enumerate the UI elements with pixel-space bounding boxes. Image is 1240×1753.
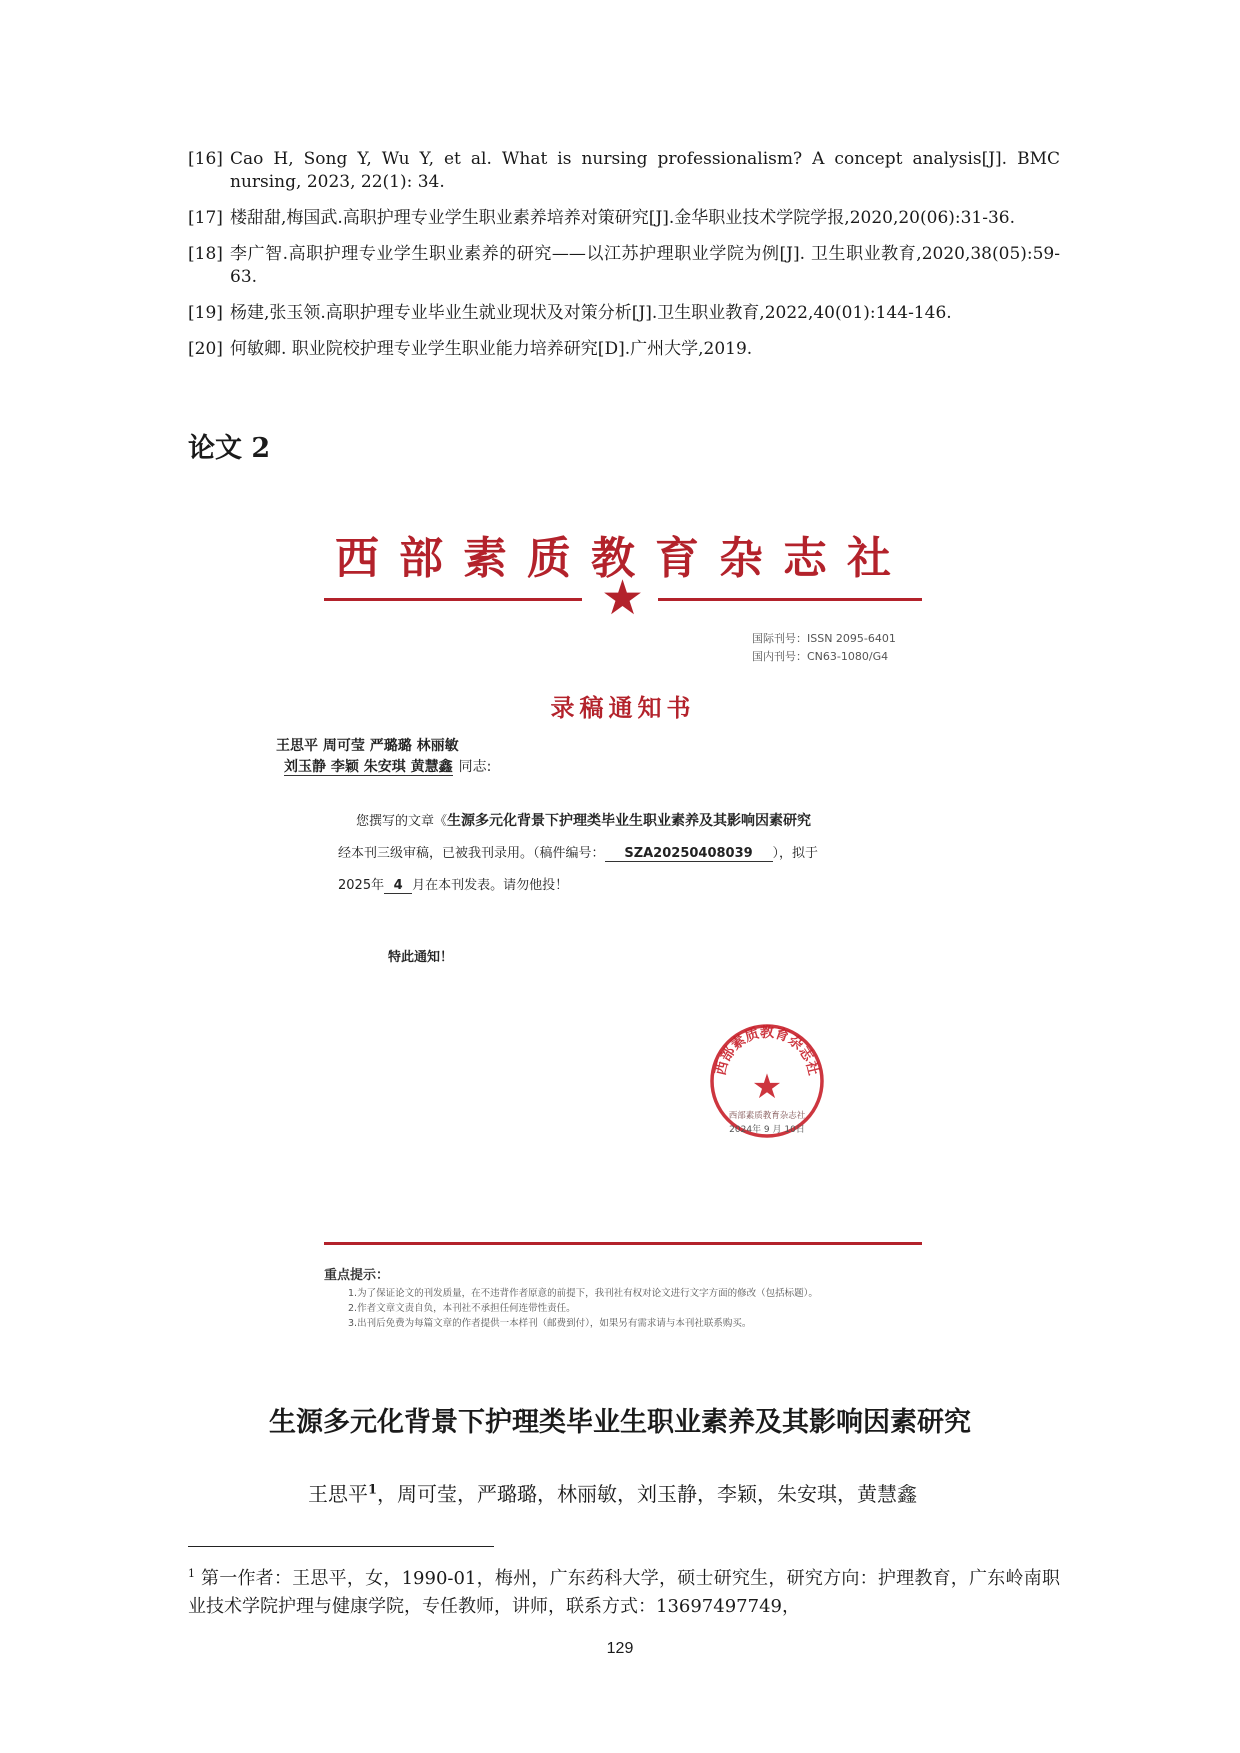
note-item: 2.作者文章文责自负，本刊社不承担任何连带性责任。 (348, 1303, 576, 1314)
acceptance-notice-image (276, 502, 928, 1360)
manuscript-number: SZA20250408039 (605, 846, 773, 862)
footnote-mark: 1 (188, 1567, 195, 1580)
reference-number: [17] (188, 208, 223, 228)
reference-text: 何敏卿. 职业院校护理专业学生职业能力培养研究[D].广州大学,2019. (230, 339, 753, 359)
notice-authors (276, 736, 491, 778)
publisher-name: 西部素质教育杂志社 (335, 533, 911, 584)
footer-rule (324, 1242, 922, 1245)
page-number: 129 (606, 1640, 634, 1657)
notice-paper-title: 生源多元化背景下护理类毕业生职业素养及其影响因素研究 (447, 813, 812, 829)
line2-suffix: ），拟于 (772, 846, 819, 861)
reference-number: [20] (188, 339, 223, 359)
reference-text: 李广智.高职护理专业学生职业素养的研究——以江苏护理职业学院为例[J]. 卫生职业教育,2020,38(05):59-63. (230, 244, 1060, 287)
footnote-rule (188, 1546, 494, 1547)
notice-line-3 (338, 874, 568, 894)
salutation: 同志: (458, 759, 492, 775)
svg-text:2024年 9 月 10日: 2024年 9 月 10日 (729, 1125, 805, 1135)
note-item: 1.为了保证论文的刊发质量，在不违背作者原意的前提下，我刊社有权对论文进行文字方面的修改（包括标题）。 (348, 1288, 818, 1299)
section-heading: 论文 2 (188, 433, 271, 464)
reference-item (188, 148, 1060, 194)
closing-text: 特此通知！ (388, 950, 454, 965)
line3-suffix: 月在本刊发表。请勿他投！ (412, 878, 569, 893)
reference-item (188, 302, 1060, 325)
reference-text: 杨建,张玉领.高职护理专业毕业生就业现状及对策分析[J].卫生职业教育,2022,40(01):144-146. (230, 303, 952, 323)
reference-item (188, 338, 1060, 361)
star-icon: ★ (601, 570, 645, 626)
issn-block (752, 630, 896, 666)
issn-domestic: 国内刊号：CN63-1080/G4 (752, 650, 889, 663)
header-rule-left (324, 598, 582, 601)
publish-month: 4 (384, 878, 412, 894)
issn-international: 国际刊号：ISSN 2095-6401 (752, 632, 896, 645)
notice-line-2 (338, 842, 818, 862)
reference-number: [19] (188, 303, 223, 323)
footnote (188, 1560, 1060, 1621)
svg-text:西部素质教育杂志社: 西部素质教育杂志社 (728, 1111, 806, 1121)
svg-text:★: ★ (751, 1067, 783, 1107)
paper-authors (308, 1478, 917, 1507)
reference-list (188, 148, 1060, 374)
paper-title: 生源多元化背景下护理类毕业生职业素养及其影响因素研究 (269, 1407, 971, 1438)
svg-text:西部素质教育杂志社: 西部素质教育杂志社 (712, 1024, 822, 1077)
notes-list (348, 1286, 818, 1331)
note-item: 3.出刊后免费为每篇文章的作者提供一本样刊（邮费到付），如果另有需求请与本刊社联系购买。 (348, 1318, 752, 1329)
footnote-marker: 1 (368, 1482, 378, 1498)
notice-line-1 (356, 810, 811, 830)
reference-text: Cao H, Song Y, Wu Y, et al. What is nursing professionalism? A concept analysis[J]. BMC nursing, 2023, 22(1): 34. (230, 149, 1060, 192)
notes-title: 重点提示： (324, 1268, 390, 1283)
reference-item (188, 243, 1060, 289)
reference-number: [18] (188, 244, 223, 264)
first-author: 王思平 (308, 1482, 368, 1506)
notice-title: 录稿通知书 (550, 694, 696, 722)
reference-text: 楼甜甜,梅国武.高职护理专业学生职业素养培养对策研究[J].金华职业技术学院学报,2020,20(06):31-36. (230, 208, 1016, 228)
other-authors: ，周可莹，严璐璐，林丽敏，刘玉静，李颖，朱安琪，黄慧鑫 (377, 1482, 918, 1506)
notice-authors-line1: 王思平 周可莹 严璐璐 林丽敏 (276, 738, 459, 754)
reference-item (188, 207, 1060, 230)
header-rule-right (658, 598, 922, 601)
reference-number: [16] (188, 149, 223, 169)
publish-year: 2025年 (338, 878, 385, 893)
notice-authors-line2: 刘玉静 李颖 朱安琪 黄慧鑫 (284, 759, 453, 775)
publisher-seal (708, 1022, 826, 1140)
line1-prefix: 您撰写的文章《 (356, 814, 448, 829)
footnote-text: 第一作者：王思平，女，1990-01，梅州，广东药科大学，硕士研究生，研究方向：护理教育，广东岭南职业技术学院护理与健康学院，专任教师，讲师，联系方式：13697497749， (188, 1568, 1060, 1617)
line2-prefix: 经本刊三级审稿，已被我刊录用。（稿件编号： (338, 846, 605, 861)
